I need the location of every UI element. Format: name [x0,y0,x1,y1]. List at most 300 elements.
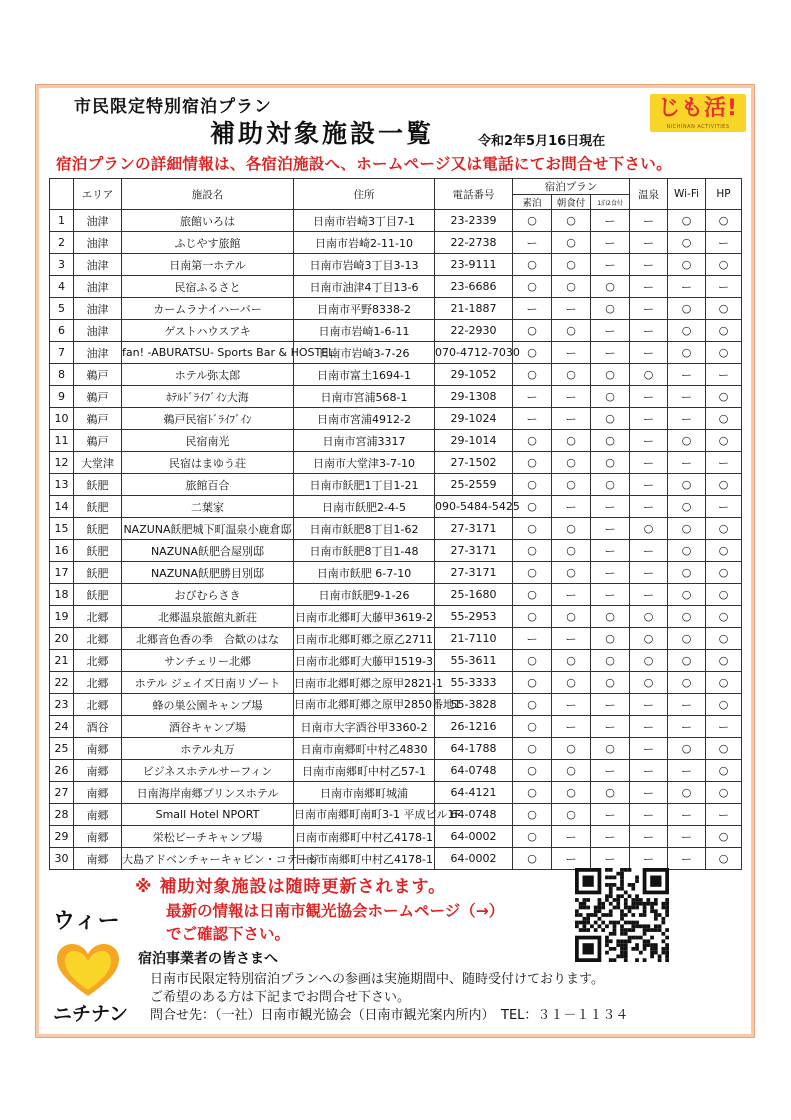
cell-onsen: ○ [630,606,668,628]
cell-wifi: ○ [668,628,706,650]
cell-wifi: ○ [668,606,706,628]
cell-wifi: ー [668,386,706,408]
cell-two-meals: ー [591,232,630,254]
cell-onsen: ー [630,496,668,518]
business-contact: 問合せ先：（一社）日南市観光協会（日南市観光案内所内） TEL：３１－１１３４ [150,1008,629,1023]
cell-tel: 55-3611 [435,650,513,672]
cell-wifi: ○ [668,650,706,672]
table-row [50,298,742,320]
cell-address: 日南市北郷町郷之原乙2711 [294,628,435,650]
cell-room-only: ー [513,232,552,254]
cell-name: 栄松ビーチキャンプ場 [122,826,294,848]
cell-hp: ○ [706,694,742,716]
cell-room-only: ○ [513,694,552,716]
cell-tel: 64-1788 [435,738,513,760]
cell-wifi: ー [668,826,706,848]
cell-no: 4 [50,276,74,298]
cell-two-meals: ー [591,518,630,540]
cell-onsen: ー [630,210,668,232]
cell-address: 日南市南郷町中村乙57-1 [294,760,435,782]
cell-two-meals: ー [591,760,630,782]
as-of-date: 令和2年5月16日現在 [478,134,606,149]
cell-name: 蜂の巣公園キャンプ場 [122,694,294,716]
cell-area: 油津 [74,342,122,364]
cell-wifi: ○ [668,298,706,320]
cell-room-only: ○ [513,804,552,826]
cell-no: 9 [50,386,74,408]
cell-name: ホテル丸万 [122,738,294,760]
cell-onsen: ー [630,342,668,364]
cell-tel: 27-3171 [435,540,513,562]
cell-breakfast: ○ [552,232,591,254]
cell-wifi: ○ [668,320,706,342]
table-row [50,584,742,606]
cell-room-only: ー [513,628,552,650]
cell-two-meals: ー [591,540,630,562]
cell-area: 北郷 [74,628,122,650]
cell-name: fan! -ABURATSU- Sports Bar & HOSTEL [122,342,294,364]
cell-room-only: ○ [513,254,552,276]
cell-area: 南郷 [74,760,122,782]
cell-room-only: ○ [513,760,552,782]
cell-hp: ○ [706,584,742,606]
cell-two-meals: ○ [591,298,630,320]
cell-tel: 29-1014 [435,430,513,452]
cell-no: 5 [50,298,74,320]
cell-breakfast: ○ [552,210,591,232]
cell-name: 民宿ふるさと [122,276,294,298]
cell-name: ゲストハウスアキ [122,320,294,342]
cell-wifi: ○ [668,782,706,804]
cell-room-only: ○ [513,452,552,474]
cell-onsen: ー [630,430,668,452]
cell-area: 北郷 [74,650,122,672]
cell-onsen: ー [630,232,668,254]
cell-hp: ○ [706,562,742,584]
cell-onsen: ○ [630,518,668,540]
cell-onsen: ー [630,254,668,276]
table-row [50,826,742,848]
cell-address: 日南市飫肥9-1-26 [294,584,435,606]
cell-area: 飫肥 [74,474,122,496]
cell-room-only: ー [513,298,552,320]
table-row [50,518,742,540]
cell-room-only: ○ [513,210,552,232]
cell-address: 日南市北郷町郷之原甲2821-1 [294,672,435,694]
cell-room-only: ○ [513,650,552,672]
cell-hp: ○ [706,474,742,496]
cell-address: 日南市宮浦3317 [294,430,435,452]
table-row [50,782,742,804]
cell-tel: 23-2339 [435,210,513,232]
cell-onsen: ー [630,716,668,738]
cell-two-meals: ○ [591,650,630,672]
cell-onsen: ー [630,562,668,584]
cell-room-only: ○ [513,848,552,870]
cell-room-only: ○ [513,320,552,342]
cell-name: 旅館いろは [122,210,294,232]
cell-onsen: ー [630,760,668,782]
cell-breakfast: ○ [552,672,591,694]
cell-tel: 64-0748 [435,760,513,782]
cell-tel: 25-1680 [435,584,513,606]
cell-wifi: ○ [668,342,706,364]
cell-tel: 55-2953 [435,606,513,628]
cell-room-only: ○ [513,342,552,364]
cell-area: 油津 [74,254,122,276]
cell-two-meals: ー [591,254,630,276]
cell-no: 18 [50,584,74,606]
cell-hp: ○ [706,430,742,452]
business-line-2: ご希望のある方は下記までお問合せ下さい。 [150,990,411,1005]
cell-hp: ○ [706,342,742,364]
cell-no: 26 [50,760,74,782]
cell-hp: ー [706,716,742,738]
cell-wifi: ○ [668,540,706,562]
col-address: 住所 [294,179,435,210]
cell-area: 南郷 [74,804,122,826]
cell-hp: ○ [706,254,742,276]
cell-area: 飫肥 [74,540,122,562]
cell-onsen: ー [630,408,668,430]
cell-hp: ○ [706,518,742,540]
cell-address: 日南市北郷町大藤甲3619-2 [294,606,435,628]
cell-name: Small Hotel NPORT [122,804,294,826]
cell-no: 13 [50,474,74,496]
cell-onsen: ー [630,298,668,320]
cell-onsen: ー [630,694,668,716]
cell-wifi: ー [668,408,706,430]
cell-name: NAZUNA飫肥勝目別邸 [122,562,294,584]
cell-onsen: ○ [630,628,668,650]
plan-subtitle: 市民限定特別宿泊プラン [74,97,272,117]
col-name: 施設名 [122,179,294,210]
cell-room-only: ○ [513,584,552,606]
cell-wifi: ○ [668,430,706,452]
cell-wifi: ○ [668,496,706,518]
cell-two-meals: ○ [591,672,630,694]
table-row [50,408,742,430]
cell-hp: ○ [706,210,742,232]
cell-name: 民宿はまゆう荘 [122,452,294,474]
cell-no: 19 [50,606,74,628]
cell-no: 17 [50,562,74,584]
cell-two-meals: ○ [591,738,630,760]
page-title: 補助対象施設一覧 [210,119,435,148]
cell-no: 27 [50,782,74,804]
cell-room-only: ○ [513,562,552,584]
cell-breakfast: ー [552,628,591,650]
cell-onsen: ○ [630,364,668,386]
cell-address: 日南市南郷町南町3-1 平成ビル1F [294,804,435,826]
cell-no: 22 [50,672,74,694]
table-row [50,232,742,254]
cell-two-meals: ー [591,716,630,738]
cell-area: 飫肥 [74,584,122,606]
cell-onsen: ー [630,782,668,804]
cell-no: 10 [50,408,74,430]
cell-tel: 64-4121 [435,782,513,804]
cell-address: 日南市南郷町中村乙4178-1 [294,826,435,848]
table-row [50,430,742,452]
cell-name: NAZUNA飫肥城下町温泉小鹿倉邸 [122,518,294,540]
cell-address: 日南市北郷町郷之原甲2850番地1 [294,694,435,716]
cell-two-meals: ○ [591,474,630,496]
cell-room-only: ー [513,386,552,408]
cell-name: 北郷音色香の季 合歓のはな [122,628,294,650]
cell-name: 鵜戸民宿ﾄﾞﾗｲﾌﾞｲﾝ [122,408,294,430]
cell-breakfast: ○ [552,782,591,804]
cell-room-only: ○ [513,364,552,386]
cell-hp: ー [706,276,742,298]
cell-wifi: ー [668,364,706,386]
table-row [50,276,742,298]
update-note: ※ 補助対象施設は随時更新されます。 [135,877,447,897]
cell-room-only: ー [513,408,552,430]
cell-tel: 29-1308 [435,386,513,408]
cell-hp: ○ [706,320,742,342]
cell-hp: ○ [706,628,742,650]
cell-hp: ○ [706,408,742,430]
cell-two-meals: ○ [591,452,630,474]
cell-onsen: ー [630,826,668,848]
cell-hp: ー [706,232,742,254]
col-plan-breakfast: 朝食付 [552,195,591,210]
cell-tel: 64-0002 [435,848,513,870]
cell-no: 1 [50,210,74,232]
cell-room-only: ○ [513,276,552,298]
cell-no: 25 [50,738,74,760]
cell-area: 酒谷 [74,716,122,738]
cell-address: 日南市岩崎1-6-11 [294,320,435,342]
col-onsen: 温泉 [630,179,668,210]
cell-no: 12 [50,452,74,474]
cell-two-meals: ー [591,562,630,584]
latest-info-note: 最新の情報は日南市観光協会ホームページ（→） [166,902,505,920]
cell-breakfast: ○ [552,562,591,584]
cell-two-meals: ○ [591,606,630,628]
cell-area: 油津 [74,298,122,320]
cell-wifi: ー [668,694,706,716]
confirm-note: でご確認下さい。 [166,925,291,943]
cell-hp: ○ [706,848,742,870]
cell-address: 日南市南郷町城浦 [294,782,435,804]
cell-no: 7 [50,342,74,364]
cell-room-only: ○ [513,672,552,694]
table-row [50,210,742,232]
cell-room-only: ○ [513,716,552,738]
col-area: エリア [74,179,122,210]
cell-room-only: ○ [513,738,552,760]
cell-breakfast: ー [552,694,591,716]
table-row [50,562,742,584]
cell-two-meals: ー [591,848,630,870]
cell-tel: 22-2930 [435,320,513,342]
cell-name: カームラナイハーバー [122,298,294,320]
cell-hp: ○ [706,738,742,760]
cell-breakfast: ○ [552,606,591,628]
cell-two-meals: ○ [591,408,630,430]
cell-area: 北郷 [74,694,122,716]
table-row [50,716,742,738]
cell-room-only: ○ [513,474,552,496]
cell-two-meals: ー [591,342,630,364]
cell-address: 日南市北郷町大藤甲1519-3 [294,650,435,672]
cell-area: 南郷 [74,782,122,804]
table-row [50,628,742,650]
cell-two-meals: ー [591,210,630,232]
cell-address: 日南市岩崎3丁目3-13 [294,254,435,276]
table-row [50,496,742,518]
table-row [50,386,742,408]
cell-wifi: ー [668,716,706,738]
cell-area: 南郷 [74,848,122,870]
cell-name: ビジネスホテルサーフィン [122,760,294,782]
cell-breakfast: ○ [552,474,591,496]
cell-hp: ー [706,496,742,518]
cell-two-meals: ○ [591,276,630,298]
col-plan-room-only: 素泊 [513,195,552,210]
cell-tel: 25-2559 [435,474,513,496]
cell-breakfast: ○ [552,276,591,298]
cell-onsen: ー [630,452,668,474]
cell-two-meals: ○ [591,364,630,386]
table-row [50,738,742,760]
cell-wifi: ○ [668,254,706,276]
cell-room-only: ○ [513,540,552,562]
cell-breakfast: ー [552,584,591,606]
cell-hp: ー [706,364,742,386]
cell-tel: 27-3171 [435,562,513,584]
facility-table [49,178,742,870]
cell-tel: 23-6686 [435,276,513,298]
cell-wifi: ○ [668,210,706,232]
cell-wifi: ー [668,848,706,870]
cell-tel: 23-9111 [435,254,513,276]
cell-tel: 22-2738 [435,232,513,254]
cell-two-meals: ー [591,320,630,342]
table-row [50,848,742,870]
cell-name: NAZUNA飫肥合屋別邸 [122,540,294,562]
cell-onsen: ー [630,848,668,870]
cell-address: 日南市飫肥8丁目1-48 [294,540,435,562]
cell-breakfast: ○ [552,430,591,452]
cell-address: 日南市岩崎2-11-10 [294,232,435,254]
cell-breakfast: ○ [552,254,591,276]
col-tel: 電話番号 [435,179,513,210]
cell-two-meals: ー [591,694,630,716]
business-line-1: 日南市民限定特別宿泊プランへの参画は実施期間中、随時受付けております。 [150,972,604,987]
cell-breakfast: ー [552,826,591,848]
cell-two-meals: ー [591,826,630,848]
cell-name: 酒谷キャンプ場 [122,716,294,738]
cell-wifi: ○ [668,562,706,584]
cell-name: ホテル弥太郎 [122,364,294,386]
cell-address: 日南市飫肥 6-7-10 [294,562,435,584]
cell-wifi: ○ [668,584,706,606]
cell-area: 北郷 [74,606,122,628]
cell-tel: 21-7110 [435,628,513,650]
cell-area: 鵜戸 [74,386,122,408]
qr-code[interactable] [575,868,669,962]
cell-two-meals: ○ [591,628,630,650]
logo-subtext: NICHINAN ACTIVITIES [666,124,730,130]
cell-hp: ○ [706,650,742,672]
cell-tel: 29-1024 [435,408,513,430]
cell-breakfast: ○ [552,540,591,562]
cell-onsen: ○ [630,672,668,694]
cell-area: 北郷 [74,672,122,694]
cell-breakfast: ○ [552,650,591,672]
table-row [50,254,742,276]
cell-area: 油津 [74,232,122,254]
cell-address: 日南市富土1694-1 [294,364,435,386]
cell-onsen: ー [630,584,668,606]
cell-hp: ○ [706,540,742,562]
cell-no: 16 [50,540,74,562]
business-heading: 宿泊事業者の皆さまへ [138,951,278,967]
col-no [50,179,74,210]
cell-breakfast: ー [552,496,591,518]
cell-area: 南郷 [74,738,122,760]
cell-address: 日南市南郷町中村乙4830 [294,738,435,760]
table-row [50,760,742,782]
cell-wifi: ー [668,760,706,782]
heart-mascot-icon [55,942,121,998]
cell-two-meals: ○ [591,430,630,452]
cell-breakfast: ○ [552,738,591,760]
cell-wifi: ー [668,452,706,474]
cell-address: 日南市飫肥8丁目1-62 [294,518,435,540]
cell-area: 鵜戸 [74,430,122,452]
cell-two-meals: ○ [591,386,630,408]
mascot-text-bottom: ニチナン [53,1003,129,1025]
cell-no: 21 [50,650,74,672]
inquiry-notice: 宿泊プランの詳細情報は、各宿泊施設へ、ホームページ又は電話にてお問合せ下さい。 [56,155,672,173]
cell-room-only: ○ [513,826,552,848]
table-row [50,540,742,562]
cell-breakfast: ○ [552,452,591,474]
cell-breakfast: ○ [552,320,591,342]
col-wifi: Wi-Fi [668,179,706,210]
table-row [50,342,742,364]
col-hp: HP [706,179,742,210]
table-row [50,650,742,672]
cell-name: 日南海岸南郷プリンスホテル [122,782,294,804]
col-plan-two-meals: 1泊2食付 [591,195,630,210]
table-row [50,804,742,826]
cell-no: 11 [50,430,74,452]
cell-tel: 090-5484-5425 [435,496,513,518]
cell-no: 14 [50,496,74,518]
cell-wifi: ○ [668,672,706,694]
cell-area: 南郷 [74,826,122,848]
cell-room-only: ○ [513,518,552,540]
cell-tel: 27-3171 [435,518,513,540]
cell-hp: ○ [706,386,742,408]
cell-onsen: ー [630,386,668,408]
cell-onsen: ー [630,276,668,298]
cell-hp: ○ [706,672,742,694]
cell-hp: ○ [706,760,742,782]
cell-no: 29 [50,826,74,848]
cell-area: 油津 [74,210,122,232]
cell-address: 日南市宮浦568-1 [294,386,435,408]
cell-address: 日南市飫肥2-4-5 [294,496,435,518]
cell-breakfast: ー [552,716,591,738]
cell-breakfast: ー [552,408,591,430]
cell-breakfast: ー [552,386,591,408]
